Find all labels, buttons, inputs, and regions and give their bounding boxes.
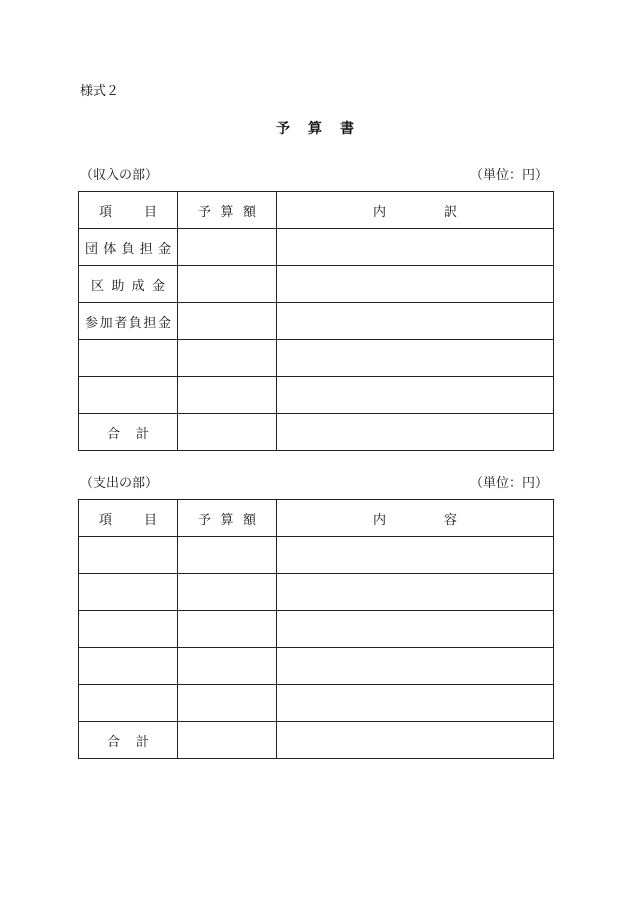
income-detail-cell[interactable]	[277, 229, 554, 266]
expense-total-label: 合計	[79, 722, 178, 759]
table-row	[79, 611, 554, 648]
table-row	[79, 685, 554, 722]
table-row	[79, 377, 554, 414]
expense-unit-label: （単位：円）	[469, 476, 548, 491]
income-header-amount: 予算額	[178, 192, 277, 229]
expense-content-cell[interactable]	[277, 611, 554, 648]
expense-header-item: 項目	[79, 500, 178, 537]
income-table	[78, 191, 554, 451]
income-total-row	[79, 414, 554, 451]
income-amount-cell[interactable]	[178, 266, 277, 303]
income-detail-cell[interactable]	[277, 266, 554, 303]
income-amount-cell[interactable]	[178, 229, 277, 266]
income-detail-cell[interactable]	[277, 377, 554, 414]
income-total-label: 合計	[79, 414, 178, 451]
income-section-label: （収入の部）	[80, 168, 159, 183]
expense-header-amount: 予算額	[178, 500, 277, 537]
expense-total-row	[79, 722, 554, 759]
expense-header-row	[79, 500, 554, 537]
expense-amount-cell[interactable]	[178, 574, 277, 611]
table-row	[79, 648, 554, 685]
expense-total-content-cell[interactable]	[277, 722, 554, 759]
income-item-cell[interactable]: 参加者負担金	[79, 303, 178, 340]
expense-content-cell[interactable]	[277, 685, 554, 722]
expense-table	[78, 499, 554, 759]
income-total-amount-cell[interactable]	[178, 414, 277, 451]
expense-content-cell[interactable]	[277, 648, 554, 685]
expense-content-cell[interactable]	[277, 537, 554, 574]
expense-content-cell[interactable]	[277, 574, 554, 611]
table-row	[79, 229, 554, 266]
income-header-item: 項目	[79, 192, 178, 229]
form-number: 様式２	[80, 84, 120, 99]
income-item-cell[interactable]: 団体負担金	[79, 229, 178, 266]
income-header-detail: 内訳	[277, 192, 554, 229]
table-row	[79, 266, 554, 303]
income-amount-cell[interactable]	[178, 303, 277, 340]
expense-section-label: （支出の部）	[80, 476, 159, 491]
expense-item-cell[interactable]	[79, 611, 178, 648]
table-row	[79, 537, 554, 574]
income-item-cell[interactable]	[79, 377, 178, 414]
income-amount-cell[interactable]	[178, 340, 277, 377]
expense-amount-cell[interactable]	[178, 537, 277, 574]
document-title: 予算書	[276, 121, 372, 137]
income-total-detail-cell[interactable]	[277, 414, 554, 451]
income-detail-cell[interactable]	[277, 340, 554, 377]
expense-item-cell[interactable]	[79, 648, 178, 685]
expense-item-cell[interactable]	[79, 685, 178, 722]
expense-header-content: 内容	[277, 500, 554, 537]
income-amount-cell[interactable]	[178, 377, 277, 414]
expense-amount-cell[interactable]	[178, 648, 277, 685]
table-row	[79, 303, 554, 340]
income-detail-cell[interactable]	[277, 303, 554, 340]
expense-amount-cell[interactable]	[178, 685, 277, 722]
table-row	[79, 574, 554, 611]
income-item-cell[interactable]	[79, 340, 178, 377]
income-item-cell[interactable]: 区助成金	[79, 266, 178, 303]
expense-item-cell[interactable]	[79, 537, 178, 574]
expense-amount-cell[interactable]	[178, 611, 277, 648]
expense-item-cell[interactable]	[79, 574, 178, 611]
income-unit-label: （単位：円）	[469, 168, 548, 183]
expense-total-amount-cell[interactable]	[178, 722, 277, 759]
table-row	[79, 340, 554, 377]
income-header-row	[79, 192, 554, 229]
